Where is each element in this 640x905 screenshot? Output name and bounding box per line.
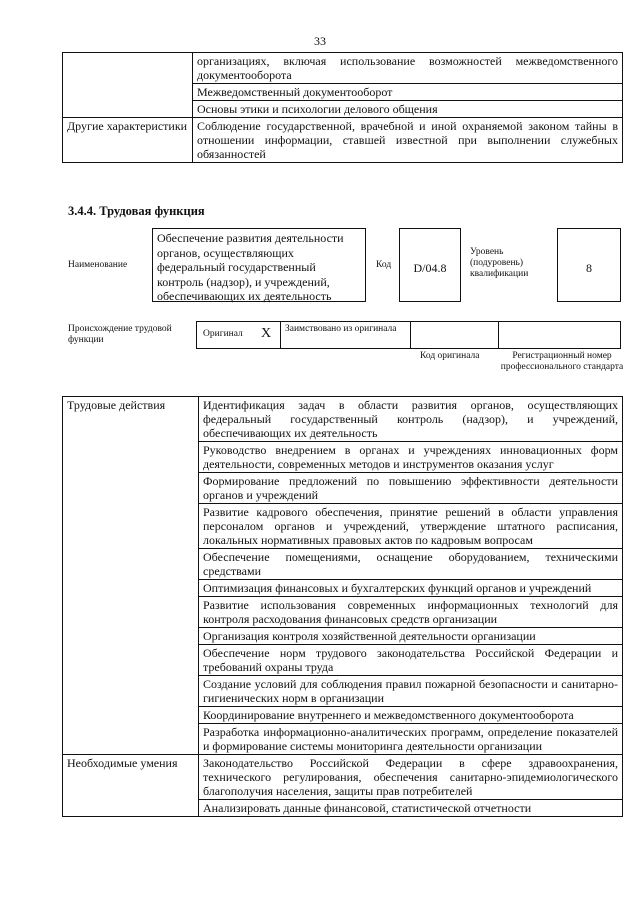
original-cell	[197, 322, 281, 348]
table-cell: Соблюдение государственной, врачебной и иной охраняемой законом тайны в отношении информации, ставшей известной при выполнении служебных обязанностей	[193, 118, 623, 163]
reg-number-label: Регистрационный номер профессионального стандарта	[500, 351, 624, 372]
row-label-labor-actions: Трудовые действия	[63, 397, 199, 755]
table-cell-empty	[63, 53, 193, 118]
table-cell: Законодательство Российской Федерации в сфере здравоохранения, технического регулирования, обеспечения санитарно-эпидемиологического благополучия населения, защиты прав потребителей	[199, 755, 623, 800]
borrowed-cell	[281, 322, 411, 348]
original-mark: X	[261, 326, 272, 341]
labor-actions-table	[62, 396, 623, 817]
page-number: 33	[314, 34, 326, 48]
code-original-cell	[411, 322, 499, 348]
table-cell: Создание условий для соблюдения правил пожарной безопасности и санитарно-гигиенических норм в организации	[199, 676, 623, 707]
table-cell: Формирование предложений по повышению эффективности деятельности органов и учреждений	[199, 473, 623, 504]
origin-label: Происхождение трудовой функции	[68, 324, 172, 345]
table-cell: Разработка информационно-аналитических программ, определение показателей и формирование системы мониторинга деятельности организации	[199, 724, 623, 755]
code-label: Код	[376, 260, 392, 270]
table-cell: Развитие использования современных информационных технологий для контроля расходования финансовых средств организации	[199, 597, 623, 628]
origin-row	[196, 321, 621, 349]
table-row	[63, 755, 623, 800]
table-cell: Координирование внутреннего и межведомственного документооборота	[199, 707, 623, 724]
qualification-level-value: 8	[557, 228, 621, 302]
table-cell: Оптимизация финансовых и бухгалтерских функций органов и учреждений	[199, 580, 623, 597]
function-name-value: Обеспечение развития деятельности органов, осуществляющих федеральный государственный контроль (надзор), и учреждений, обеспечивающих их деятельность	[152, 228, 366, 302]
table-cell: организациях, включая использование возможностей межведомственного документооборота	[193, 53, 623, 84]
row-label-other-characteristics: Другие характеристики	[63, 118, 193, 163]
table-row	[63, 53, 623, 84]
table-cell: Основы этики и психологии делового общения	[193, 101, 623, 118]
reg-number-cell	[499, 322, 620, 348]
top-characteristics-table	[62, 52, 623, 163]
table-cell: Развитие кадрового обеспечения, принятие решений в области управления персоналом органов и учреждений, утверждение штатного расписания, локальных нормативных правовых актов по кадровым вопросам	[199, 504, 623, 549]
table-row	[63, 397, 623, 442]
table-cell: Межведомственный документооборот	[193, 84, 623, 101]
original-label: Оригинал	[203, 329, 243, 339]
code-original-label: Код оригинала	[420, 351, 480, 361]
row-label-required-skills: Необходимые умения	[63, 755, 199, 817]
function-code-value: D/04.8	[399, 228, 461, 302]
borrowed-label: Заимствовано из оригинала	[285, 324, 397, 334]
table-cell: Анализировать данные финансовой, статистической отчетности	[199, 800, 623, 817]
section-title: 3.4.4. Трудовая функция	[68, 204, 205, 218]
table-cell: Руководство внедрением в органах и учреждениях инновационных форм деятельности, современных методов и инструментов оказания услуг	[199, 442, 623, 473]
qualification-level-label: Уровень (подуровень) квалификации	[470, 247, 529, 279]
table-cell: Обеспечение помещениями, оснащение оборудованием, техническими средствами	[199, 549, 623, 580]
table-row	[63, 118, 623, 163]
name-label: Наименование	[68, 260, 128, 270]
table-cell: Обеспечение норм трудового законодательства Российской Федерации и требований охраны труда	[199, 645, 623, 676]
table-cell: Организация контроля хозяйственной деятельности организации	[199, 628, 623, 645]
table-cell: Идентификация задач в области развития органов, осуществляющих федеральный государственный контроль (надзор), и учреждений, обеспечивающих их деятельность	[199, 397, 623, 442]
